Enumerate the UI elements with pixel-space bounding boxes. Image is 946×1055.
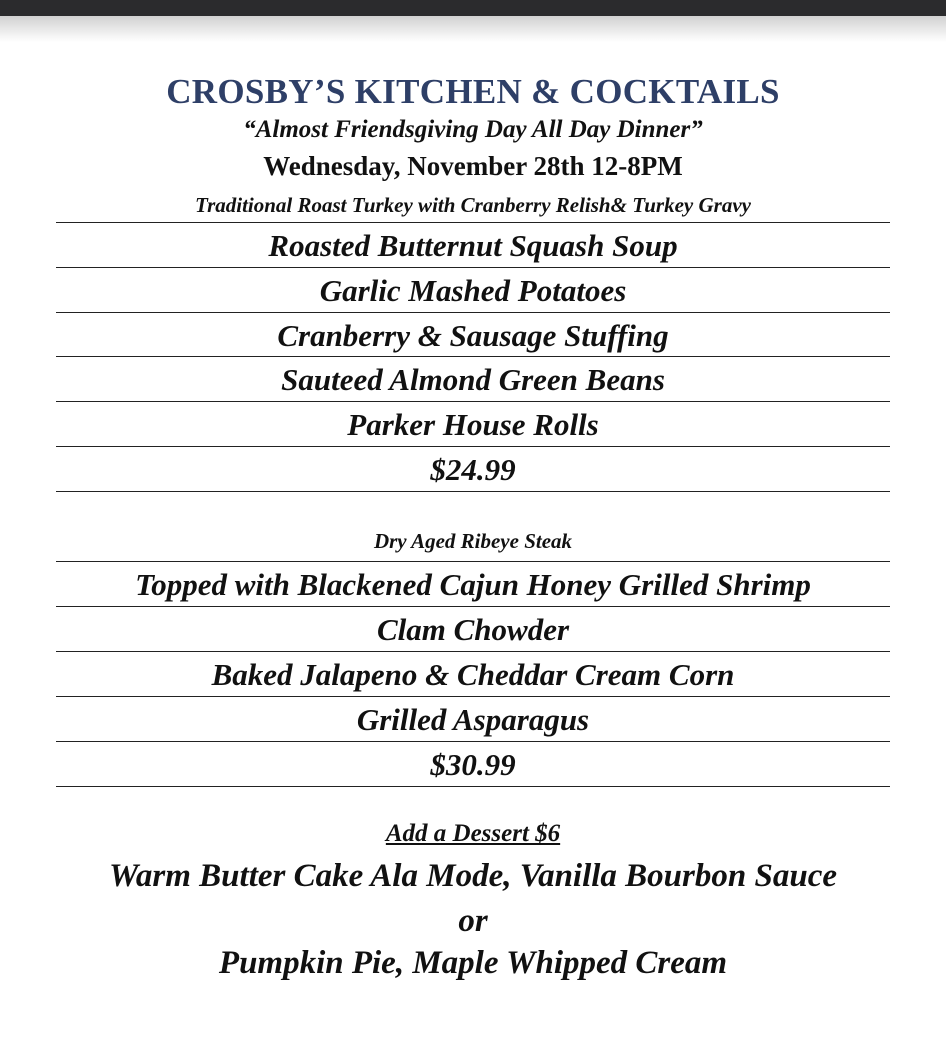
menu1-heading: Traditional Roast Turkey with Cranberry Relish& Turkey Gravy bbox=[195, 193, 751, 217]
menu2-item: Grilled Asparagus bbox=[356, 702, 590, 737]
dessert-option-2: Pumpkin Pie, Maple Whipped Cream bbox=[218, 945, 728, 981]
divider bbox=[56, 491, 890, 492]
menu1-item: Cranberry & Sausage Stuffing bbox=[277, 318, 669, 353]
menu2-item: Clam Chowder bbox=[376, 612, 570, 647]
menu2-price: $30.99 bbox=[430, 747, 516, 782]
menu1-price: $24.99 bbox=[430, 452, 516, 487]
menu1-item: Parker House Rolls bbox=[347, 407, 599, 442]
menu2-item: Topped with Blackened Cajun Honey Grilled Shrimp bbox=[135, 567, 811, 602]
restaurant-title: CROSBY’S KITCHEN & COCKTAILS bbox=[166, 72, 780, 111]
dessert-option-1: Warm Butter Cake Ala Mode, Vanilla Bourbon Sauce bbox=[109, 858, 837, 894]
menu1-item: Sauteed Almond Green Beans bbox=[281, 362, 665, 397]
menu2-heading: Dry Aged Ribeye Steak bbox=[373, 529, 573, 553]
event-date: Wednesday, November 28th 12-8PM bbox=[263, 151, 683, 181]
menu1-item: Garlic Mashed Potatoes bbox=[319, 273, 627, 308]
menu2-item: Baked Jalapeno & Cheddar Cream Corn bbox=[211, 657, 735, 692]
top-bar bbox=[0, 0, 946, 16]
divider bbox=[56, 786, 890, 787]
top-bar-shadow bbox=[0, 16, 946, 42]
dessert-separator: or bbox=[458, 903, 488, 939]
event-subtitle: “Almost Friendsgiving Day All Day Dinner” bbox=[243, 116, 703, 143]
dessert-heading: Add a Dessert $6 bbox=[385, 820, 561, 847]
menu1-item: Roasted Butternut Squash Soup bbox=[268, 228, 678, 263]
